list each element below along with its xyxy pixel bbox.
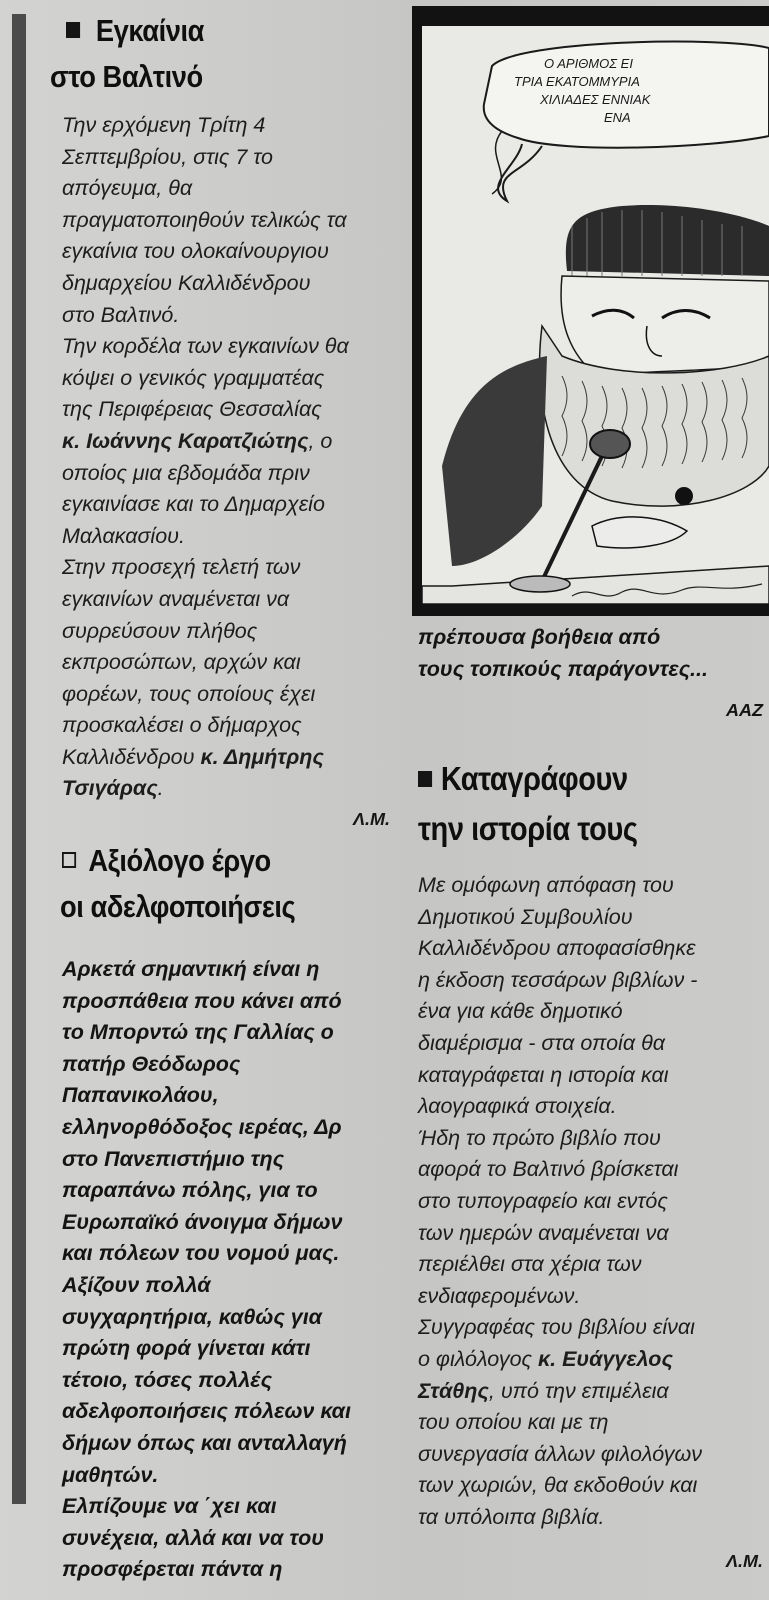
bullet-square-icon bbox=[418, 771, 432, 787]
person-name: κ. Ευάγγελος bbox=[537, 1346, 673, 1371]
headline: Καταγράφουν bbox=[418, 756, 722, 802]
headline: Εγκαίνια bbox=[66, 8, 351, 54]
headline-line2: οι αδελφοποιήσεις bbox=[60, 889, 296, 925]
bullet-hollow-square-icon bbox=[62, 852, 76, 868]
speech-text: ΤΡΙΑ ΕΚΑΤΟΜΜΥΡΙΑ bbox=[514, 74, 640, 89]
paragraph: Την ερχόμενη Τρίτη 4 Σεπτεμβρίου, στις 7 το απόγευμα, θα πραγματοποιηθούν τελικώς τα εγκαίνια του ολοκαίνουργιου δημαρχείου Καλλιδένδρου στο Βαλτινό. bbox=[62, 113, 347, 327]
speech-text: Ο ΑΡΙΘΜΟΣ ΕΙ bbox=[544, 56, 633, 71]
cartoon-drawing bbox=[422, 26, 769, 604]
column-rule bbox=[12, 14, 26, 1504]
author-signature: ΑΑΖ bbox=[726, 700, 763, 721]
article-inauguration bbox=[50, 8, 390, 830]
article-body bbox=[418, 870, 763, 1533]
article-twinning bbox=[50, 838, 390, 1586]
person-name: κ. Ιωάννης Καρατζιώτης bbox=[62, 428, 309, 453]
person-name: Στάθης bbox=[418, 1378, 489, 1403]
speech-text: ΕΝΑ bbox=[604, 110, 631, 125]
speech-text: ΧΙΛΙΑΔΕΣ ΕΝΝΙΑΚ bbox=[540, 92, 651, 107]
author-signature: Λ.Μ. bbox=[352, 809, 390, 830]
left-column bbox=[50, 8, 390, 1586]
paragraph: Ήδη το πρώτο βιβλίο που αφορά το Βαλτινό βρίσκεται στο τυπογραφείο και εντός των ημερών αναμένεται να περιέλθει στα χέρια των ενδιαφερομένων. bbox=[418, 1125, 679, 1308]
headline-line2: την ιστορία τους bbox=[418, 810, 638, 847]
person-name: κ. Δημήτρης bbox=[200, 744, 324, 769]
paragraph: Με ομόφωνη απόφαση του Δημοτικού Συμβουλίου Καλλιδένδρου αποφασίσθηκε η έκδοση τεσσάρων βιβλίων - ένα για κάθε δημοτικό διαμέρισμα - στα οποία θα καταγράφεται η ιστορία και λαογραφικά στοιχεία. bbox=[418, 873, 698, 1119]
headline-line2: στο Βαλτινό bbox=[50, 59, 203, 94]
paragraph: Την κορδέλα των εγκαινίων θα κόψει ο γενικός γραμματέας της Περιφέρειας Θεσσαλίας κ. Ιωάννης Καρατζιώτης, ο οποίος μια εβδομάδα πριν εγκαινίασε και το Δημαρχείο Μαλακασίου. bbox=[62, 334, 349, 548]
paragraph: Συγγραφέας του βιβλίου είναι ο φιλόλογος κ. Ευάγγελος Στάθης, υπό την επιμέλεια του οποίου και με τη συνεργασία άλλων φιλολόγων των χωριών, θα εκδοθούν και τα υπόλοιπα βιβλία. bbox=[418, 1315, 703, 1529]
editorial-cartoon bbox=[412, 6, 769, 616]
paragraph: Στην προσεχή τελετή των εγκαινίων αναμένεται να συρρεύσουν πλήθος εκπροσώπων, αρχών και φορέων, τους οποίους έχει προσκαλέσει ο δήμαρχος Καλλιδένδρου κ. Δημήτρης Τσιγάρας. bbox=[62, 555, 324, 801]
person-name: Τσιγάρας bbox=[62, 776, 158, 801]
author-signature: Λ.Μ. bbox=[725, 1551, 763, 1572]
article-body bbox=[62, 110, 390, 805]
bullet-square-icon bbox=[66, 22, 80, 38]
article-history bbox=[418, 756, 763, 1572]
article-body: Αρκετά σημαντική είναι η προσπάθεια που κάνει από το Μπορντώ της Γαλλίας ο πατήρ Θεόδωρος Παπανικολάου, ελληνορθόδοξος ιερέας, Δρ στο Πανεπιστήμιο της παραπάνω πόλης, για το Ευρωπαϊκό άνοιγμα δήμων και πόλεων του νομού μας. Αξίζουν πολλά συγχαρητήρια, καθώς για πρώτη φορά γίνεται κάτι τέτοιο, τόσες πολλές αδελφοποιήσεις πόλεων και δήμων όπως και ανταλλαγή μαθητών. Ελπίζουμε να ΄χει και συνέχεια, αλλά και να του προσφέρεται πάντα η bbox=[62, 957, 351, 1582]
headline: Αξιόλογο έργο bbox=[62, 838, 351, 884]
article-continuation: πρέπουσα βοήθεια από τους τοπικούς παράγοντες... ΑΑΖ bbox=[418, 622, 763, 727]
